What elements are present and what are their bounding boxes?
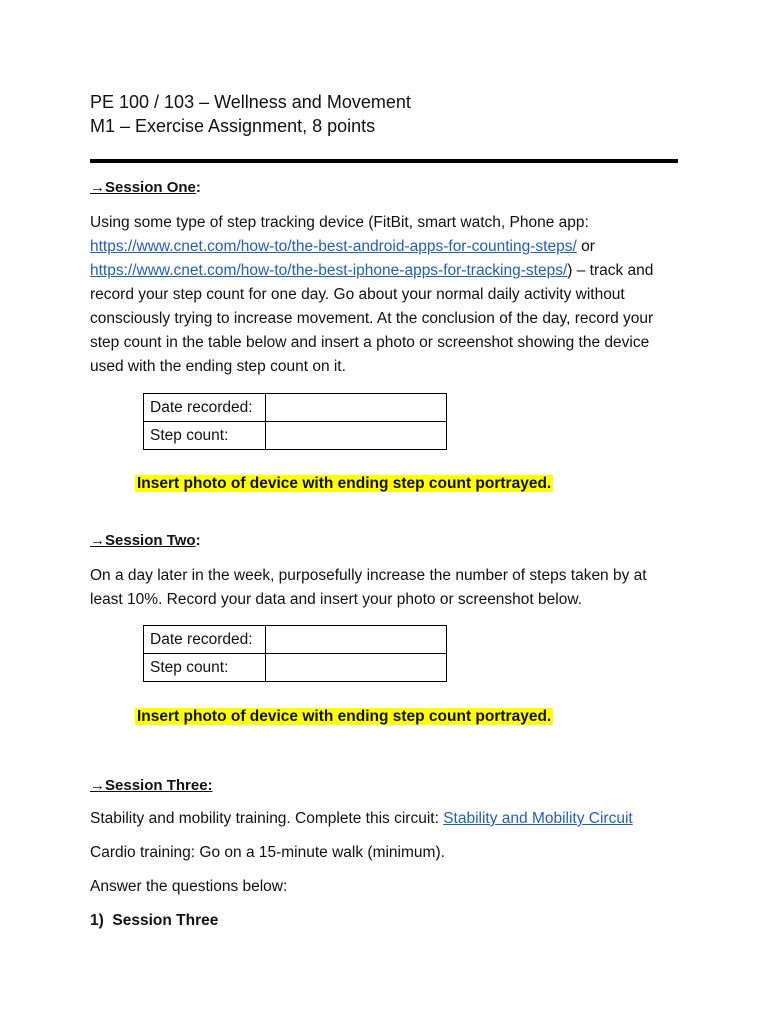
instructions-text: ) – track and record your step count for one day. Go about your normal daily activity without consciously trying to increase movement. At the conclusion of the day, record your step count in the table below and insert a photo or screenshot showing the device used with the ending step count on it. <box>90 262 654 375</box>
table-row <box>144 626 447 654</box>
question-number: 1) <box>90 912 104 929</box>
question-1-heading <box>90 911 678 931</box>
assignment-title: M1 – Exercise Assignment, 8 points <box>90 116 376 136</box>
table-row <box>144 422 447 450</box>
document-page <box>90 90 678 931</box>
photo-prompt-highlight: Insert photo of device with ending step count portrayed. <box>137 708 552 725</box>
heading-rule <box>90 159 678 163</box>
date-recorded-cell[interactable] <box>266 626 447 654</box>
arrow-icon: → <box>90 777 105 794</box>
stability-training-line <box>90 807 678 831</box>
session-three-heading <box>90 776 678 796</box>
session-two-title: Session Two <box>105 532 196 549</box>
session-one-instructions <box>90 211 678 379</box>
step-count-cell[interactable] <box>266 422 447 450</box>
session-two-heading <box>90 531 678 551</box>
session-one-heading <box>90 178 678 198</box>
instructions-text: or <box>576 238 595 255</box>
instructions-text: Using some type of step tracking device (FitBit, smart watch, Phone app: <box>90 214 589 231</box>
android-apps-link[interactable]: https://www.cnet.com/how-to/the-best-android-apps-for-counting-steps/ <box>90 238 577 255</box>
session-one-photo-prompt <box>135 474 678 494</box>
stability-text: Stability and mobility training. Complete this circuit: <box>90 810 444 827</box>
session-two-instructions: On a day later in the week, purposefully increase the number of steps taken by at least 10%. Record your data and insert your photo or screenshot below. <box>90 567 647 608</box>
date-recorded-label: Date recorded: <box>144 394 266 422</box>
photo-prompt-highlight: Insert photo of device with ending step count portrayed. <box>137 475 552 492</box>
session-three-title: Session Three: <box>105 777 213 794</box>
session-two-photo-prompt <box>135 707 678 727</box>
table-row <box>144 394 447 422</box>
arrow-icon: → <box>90 532 105 549</box>
stability-circuit-link[interactable]: Stability and Mobility Circuit <box>443 810 633 827</box>
step-count-label: Step count: <box>144 654 266 682</box>
answer-instructions: Answer the questions below: <box>90 878 288 895</box>
date-recorded-label: Date recorded: <box>144 626 266 654</box>
step-count-label: Step count: <box>144 422 266 450</box>
cardio-training-line: Cardio training: Go on a 15-minute walk (minimum). <box>90 844 445 861</box>
step-count-cell[interactable] <box>266 654 447 682</box>
session-one-record-table <box>143 393 447 450</box>
date-recorded-cell[interactable] <box>266 394 447 422</box>
session-one-colon: : <box>195 179 201 196</box>
table-row <box>144 654 447 682</box>
question-title: Session Three <box>112 912 219 929</box>
session-one-title: Session One <box>105 179 196 196</box>
course-title: PE 100 / 103 – Wellness and Movement <box>90 92 411 112</box>
iphone-apps-link[interactable]: https://www.cnet.com/how-to/the-best-iphone-apps-for-tracking-steps/ <box>90 262 568 279</box>
session-two-record-table <box>143 625 447 682</box>
session-two-colon: : <box>195 532 201 549</box>
arrow-icon: → <box>90 179 105 196</box>
